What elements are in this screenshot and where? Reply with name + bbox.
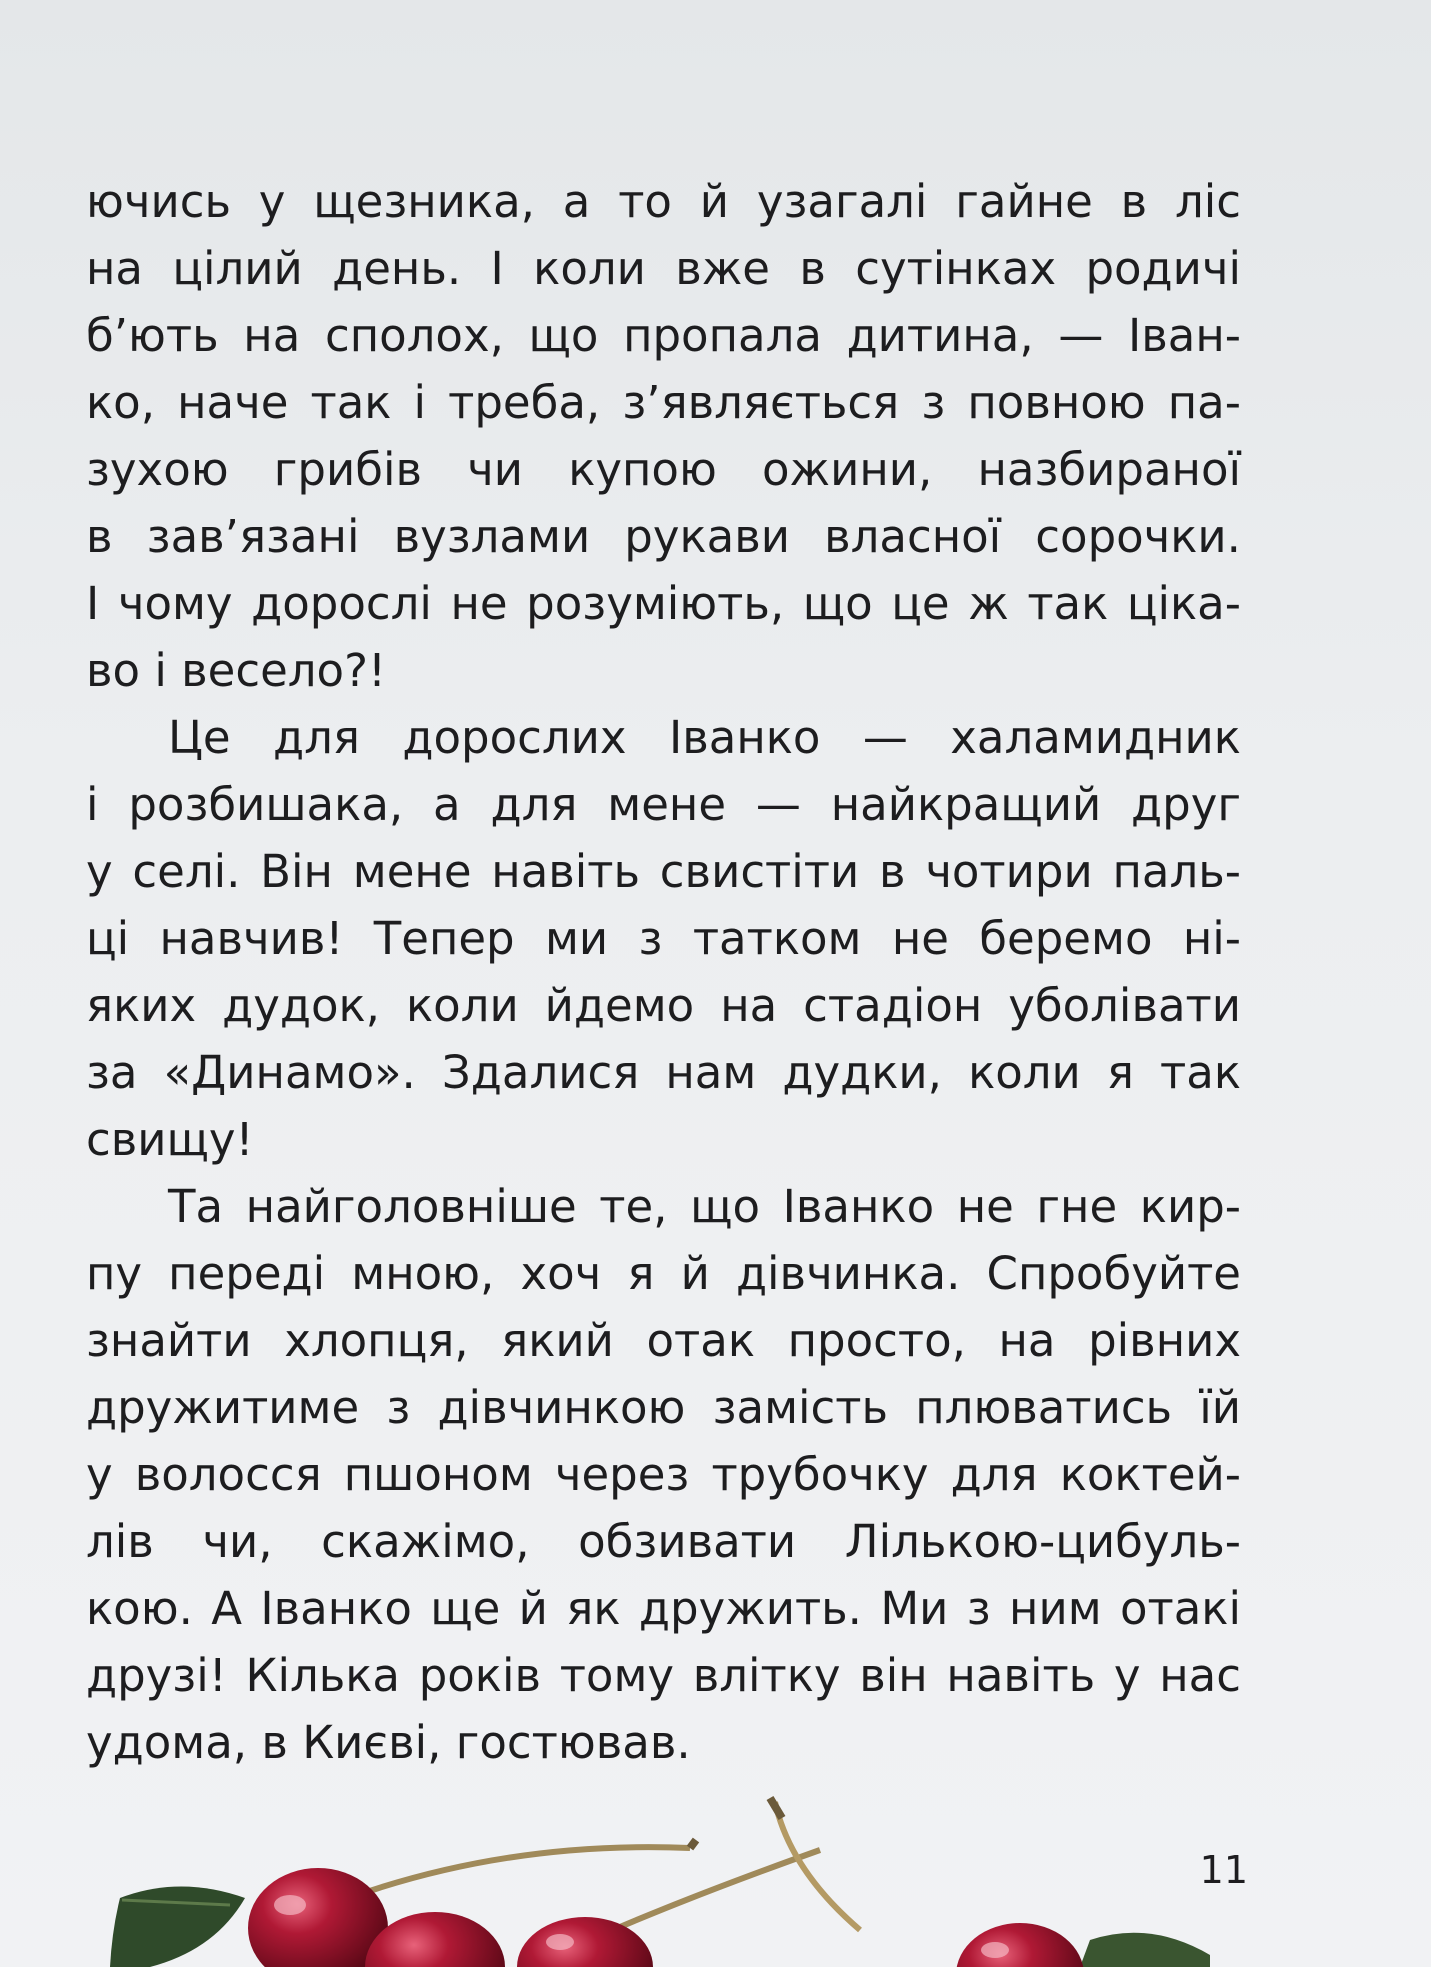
text-line: у волосся пшоном через трубочку для коктей- bbox=[86, 1448, 1241, 1501]
cherry-icon bbox=[248, 1868, 388, 1967]
text-line: яких дудок, коли йдемо на стадіон уболівати bbox=[86, 979, 1241, 1032]
text-line: свищу! bbox=[86, 1113, 254, 1166]
text-line: ці навчив! Тепер ми з татком не беремо ні- bbox=[86, 912, 1241, 965]
text-line: зухою грибів чи купою ожини, назбираної bbox=[86, 443, 1241, 496]
text-line: за «Динамо». Здалися нам дудки, коли я так bbox=[86, 1046, 1241, 1099]
text-line: в зав’язані вузлами рукави власної сорочки. bbox=[86, 510, 1241, 563]
text-line: ко, наче так і треба, з’являється з повною па- bbox=[86, 376, 1241, 429]
leaf-icon bbox=[110, 1887, 245, 1967]
text-line: І чому дорослі не розуміють, що це ж так ціка- bbox=[86, 577, 1241, 630]
text-line: дружитиме з дівчинкою замість плюватись їй bbox=[86, 1381, 1241, 1434]
leaf-icon bbox=[1080, 1933, 1210, 1967]
text-line: Та найголовніше те, що Іванко не гне кир- bbox=[168, 1180, 1241, 1233]
text-line: і розбишака, а для мене — найкращий друг bbox=[86, 778, 1241, 831]
body-text bbox=[86, 168, 1241, 1776]
text-line: ючись у щезника, а то й узагалі гайне в ліс bbox=[86, 175, 1241, 228]
text-line: у селі. Він мене навіть свистіти в чотири паль- bbox=[86, 845, 1241, 898]
page-number: 11 bbox=[1199, 1848, 1248, 1892]
text-line: удома, в Києві, гостював. bbox=[86, 1716, 691, 1769]
text-line: пу переді мною, хоч я й дівчинка. Спробуйте bbox=[86, 1247, 1241, 1300]
text-line: б’ють на сполох, що пропала дитина, — Іван- bbox=[86, 309, 1241, 362]
cherry-icon bbox=[956, 1923, 1084, 1967]
text-line: знайти хлопця, який отак просто, на рівних bbox=[86, 1314, 1241, 1367]
text-line: друзі! Кілька років тому влітку він навіть у нас bbox=[86, 1649, 1241, 1702]
text-line: Це для дорослих Іванко — халамидник bbox=[168, 711, 1241, 764]
text-line: на цілий день. І коли вже в сутінках родичі bbox=[86, 242, 1241, 295]
text-line: кою. А Іванко ще й як дружить. Ми з ним отакі bbox=[86, 1582, 1241, 1635]
text-line: во і весело?! bbox=[86, 644, 387, 697]
text-line: лів чи, скажімо, обзивати Лількою-цибуль- bbox=[86, 1515, 1241, 1568]
